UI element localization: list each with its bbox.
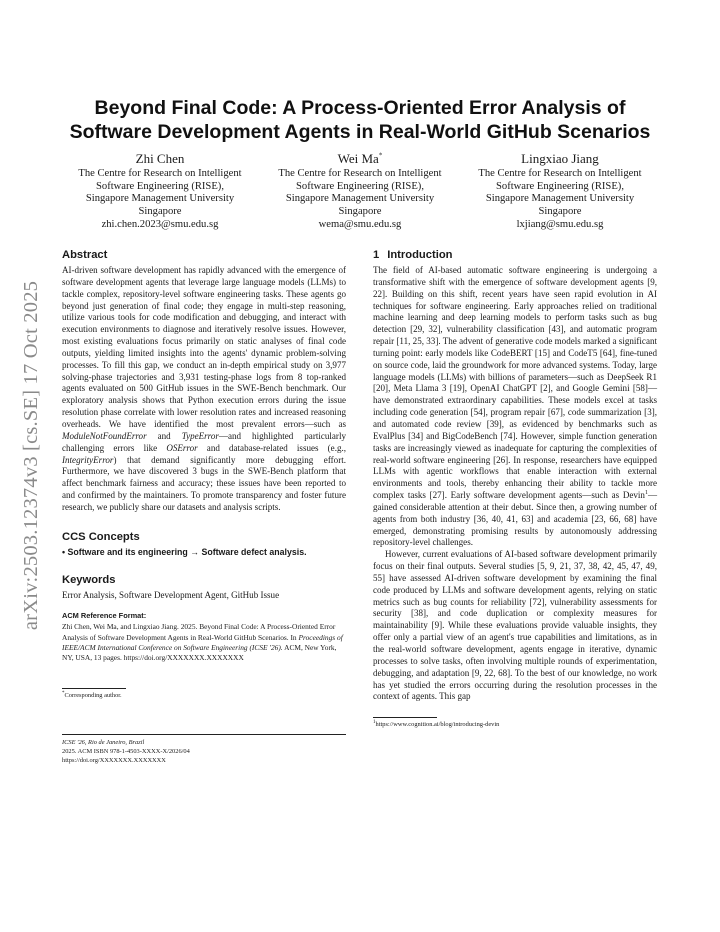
error-name: TypeError xyxy=(181,430,219,441)
conference-venue: ICSE '26, Rio de Janeiro, Brazil xyxy=(62,738,145,746)
abstract-text: AI-driven software development has rapidly advanced with the emergence of software development agents that leverage large language models (LLMs) to tackle complex, repository-level software engineering tasks. These agents go beyond just generation of final code; they engage in multi-step reasoning, utilize various tools for code modification and debugging, and interact with execution environments to diagnose and iteratively resolve issues. However, most existing evaluations focus primarily on static analyses of final code outputs, yielding limited insights into the agents' dynamic problem-solving processes. To fill this gap, we conduct an in-depth empirical study on 3,977 solving-phase trajectories and 3,931 testing-phase logs from 8 top-ranked agents evaluated on 500 GitHub issues in the SWE-Bench benchmark. Our exploratory analysis shows that Python execution errors during the issue resolution phase correlate with lower resolution rates and increased reasoning overheads. We have identified the most prevalent errors—such as ModuleNotFoundError and TypeError—and highlighted particularly challenging errors like OSError and database-related issues (e.g., IntegrityError) that demand significantly more debugging effort. Furthermore, we have discovered 3 bugs in the SWE-Bench platform that affect benchmark fairness and accuracy; these issues have been reported to and confirmed by the maintainers. To promote transparency and foster future research, we publicly share our datasets and analysis scripts. xyxy=(62,265,347,512)
footnote-rule xyxy=(373,717,437,718)
arxiv-stamp xyxy=(18,265,46,645)
ccs-item: • Software and its engineering → Software defect analysis. xyxy=(62,546,307,557)
author-email: zhi.chen.2023@smu.edu.sg xyxy=(101,218,219,230)
author-affiliation: Singapore xyxy=(338,206,382,218)
section-number: 1 xyxy=(373,249,380,261)
intro-paragraph-2: However, current evaluations of AI-based software development primarily focus on their final outputs. Several studies [5, 9, 21, 37, 38, 42, 45, 47, 49, 55] have assessed AI-driven software development by examining the final code produced by LLMs and software development agents, relying on static metrics such as bug counts for reliability [72], vulnerability assessments for security [38], and code duplication or complexity measures for maintainability [9]. While these evaluations provide valuable insights, they offer only a partial view of an agent's true capabilities and limitations, as in the real-world software development, agents engage in iterative, dynamic processes to solve tasks, often involving multiple rounds of experimentation, debugging, and adaptation [9, 22, 68]. To the best of our knowledge, no work has yet studied the errors occurring during the resolution processes in the context of agents. This gap xyxy=(373,549,657,702)
intro-heading: 1 Introduction xyxy=(373,249,453,261)
author-2 xyxy=(262,151,458,232)
footnote-rule xyxy=(62,688,126,689)
author-affiliation: Software Engineering (RISE), xyxy=(296,180,424,192)
conference-doi: https://doi.org/XXXXXXX.XXXXXXX xyxy=(62,756,166,764)
error-name: ModuleNotFoundError xyxy=(62,430,147,441)
error-name: IntegrityError xyxy=(62,454,114,465)
author-name: Wei Ma xyxy=(337,151,379,166)
author-affiliation: Singapore xyxy=(138,206,182,218)
author-affiliation: Singapore xyxy=(538,206,582,218)
author-affiliation: The Centre for Research on Intelligent xyxy=(78,168,242,179)
devin-footnote: $^1$https://www.cognition.ai/blog/introducing-devin xyxy=(373,720,500,729)
corresponding-footnote: *Corresponding author. xyxy=(62,690,122,699)
author-3 xyxy=(462,151,658,232)
title-line-2: Software Development Agents in Real-World GitHub Scenarios xyxy=(69,121,651,143)
corresponding-mark: * xyxy=(378,151,383,160)
author-email: lxjiang@smu.edu.sg xyxy=(516,218,604,230)
author-email: wema@smu.edu.sg xyxy=(318,218,402,230)
author-affiliation: The Centre for Research on Intelligent xyxy=(478,168,642,179)
acm-ref-venue: Proceedings of IEEE/ACM International Conference on Software Engineering (ICSE '26). xyxy=(62,632,343,653)
intro-paragraph-1: The field of AI-based automatic software engineering is undergoing a transformative shift with the emergence of software development agents [9, 22]. Building on this shift, recent years have seen rapid evolution in AI techniques for software engineering. Early approaches relied on traditional machine learning and deep learning models to perform tasks such as bug detection [29, 32], vulnerability classification [43], and automatic program repair [11, 25, 33]. The advent of generative code models marked a significant turning point: early models like CodeBERT [15] and CodeT5 [64], fine-tuned on source code, laid the groundwork for more advanced systems. Today, large language models (LLMs) with billions of parameters—such as DeepSeek R1 [20], Meta Llama 3 [19], OpenAI ChatGPT [2], and Google Gemini [58]—have demonstrated extraordinary capabilities. These models excel at tasks including code generation [54], program repair [67], code summarization [3], and automated code review [39], as evidenced by benchmarks such as EvalPlus [34] and BigCodeBench [74]. However, simple function generation tasks are increasingly viewed as inadequate for capturing the complexities of real-world software engineering [26]. In response, researchers have equipped LLMs with agentic workflows that enable interaction with external environments and tools, thereby enhancing their ability to tackle more complex tasks [27]. Early software development agents—such as Devin$^1$—gained considerable attention at their debut. Since then, a growing number of agents from both industry [36, 40, 41, 63] and academia [23, 66, 68] have emerged, demonstrating promising results by autonomously addressing repository-level challenges. xyxy=(373,265,657,548)
footnote-mark: 1 xyxy=(644,490,648,497)
author-name: Lingxiao Jiang xyxy=(521,151,599,166)
arxiv-id: arXiv:2503.12374v3 [cs.SE] 17 Oct 2025 xyxy=(20,280,43,630)
conference-rule xyxy=(62,734,346,735)
acm-ref-heading: ACM Reference Format: xyxy=(62,611,147,621)
conference-isbn: 2025. ACM ISBN 978-1-4503-XXXX-X/2026/04 xyxy=(62,747,190,755)
right-column xyxy=(373,248,657,729)
acm-ref-text: Zhi Chen, Wei Ma, and Lingxiao Jiang. 2025. Beyond Final Code: A Process-Oriented Error Analysis of Software Development Agents in Real-World GitHub Scenarios. In Proceedings of IEEE/ACM International Conference on Software Engineering (ICSE '26). ACM, New York, NY, USA, 13 pages. https://doi.org/XXXXXXX.XXXXXXX xyxy=(62,622,343,663)
author-affiliation: Software Engineering (RISE), xyxy=(496,180,624,192)
error-name: OSError xyxy=(166,442,198,453)
keywords-text: Error Analysis, Software Development Agent, GitHub Issue xyxy=(62,589,280,600)
author-affiliation: The Centre for Research on Intelligent xyxy=(278,168,442,179)
author-affiliation: Singapore Management University xyxy=(285,193,435,205)
ccs-heading: CCS Concepts xyxy=(62,530,140,543)
keywords-heading: Keywords xyxy=(62,573,116,586)
author-block xyxy=(62,151,658,232)
paper-title xyxy=(62,96,658,144)
author-1 xyxy=(62,151,258,232)
abstract-heading: Abstract xyxy=(62,249,108,261)
author-affiliation: Singapore Management University xyxy=(485,193,635,205)
title-line-1: Beyond Final Code: A Process-Oriented Error Analysis of xyxy=(94,97,626,119)
author-affiliation: Software Engineering (RISE), xyxy=(96,180,224,192)
left-column xyxy=(62,248,346,765)
author-name: Zhi Chen xyxy=(135,151,185,166)
author-affiliation: Singapore Management University xyxy=(85,193,235,205)
